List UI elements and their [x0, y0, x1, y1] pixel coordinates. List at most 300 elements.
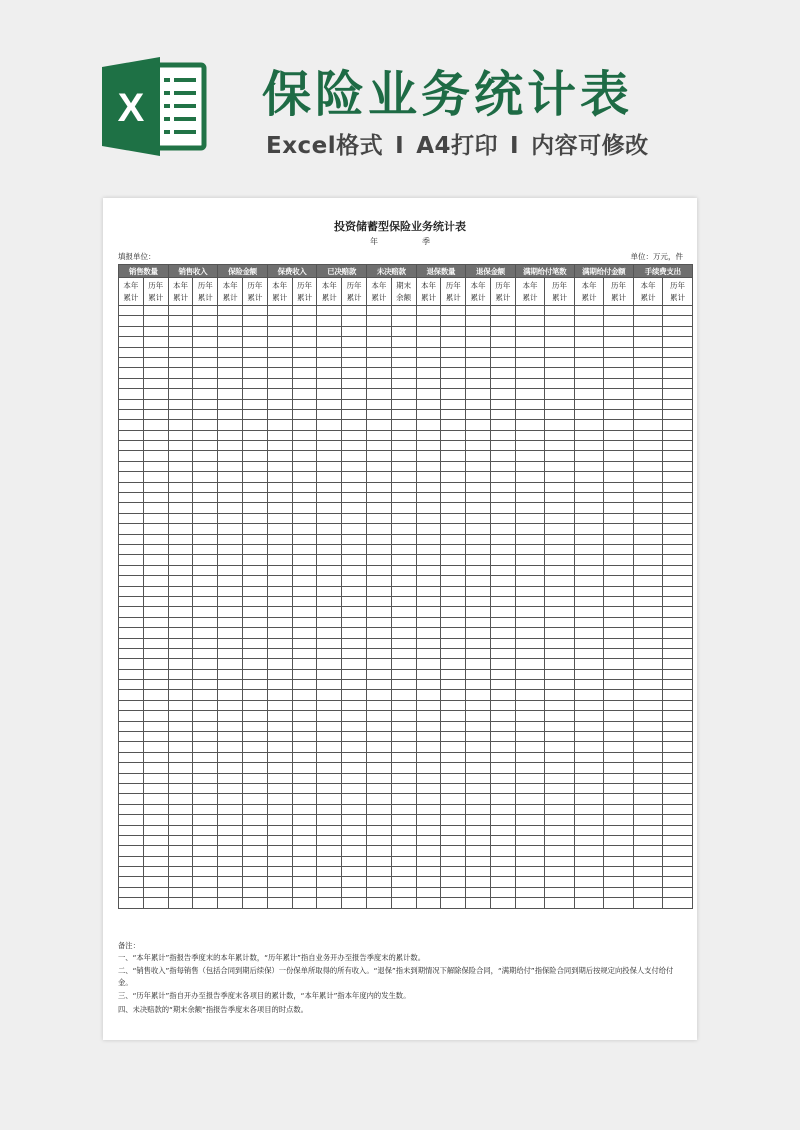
table-cell[interactable] — [604, 680, 634, 690]
table-cell[interactable] — [604, 565, 634, 575]
table-cell[interactable] — [168, 835, 193, 845]
table-cell[interactable] — [574, 804, 604, 814]
table-cell[interactable] — [168, 430, 193, 440]
table-cell[interactable] — [441, 877, 466, 887]
table-cell[interactable] — [193, 835, 218, 845]
table-cell[interactable] — [663, 472, 693, 482]
table-cell[interactable] — [515, 680, 545, 690]
table-cell[interactable] — [391, 513, 416, 523]
table-cell[interactable] — [490, 867, 515, 877]
table-cell[interactable] — [168, 534, 193, 544]
table-cell[interactable] — [633, 534, 663, 544]
table-cell[interactable] — [193, 306, 218, 316]
table-cell[interactable] — [663, 700, 693, 710]
table-cell[interactable] — [168, 846, 193, 856]
table-cell[interactable] — [193, 326, 218, 336]
table-cell[interactable] — [143, 783, 168, 793]
table-cell[interactable] — [317, 524, 342, 534]
table-cell[interactable] — [242, 887, 267, 897]
table-cell[interactable] — [193, 409, 218, 419]
table-cell[interactable] — [441, 815, 466, 825]
table-cell[interactable] — [218, 409, 243, 419]
table-cell[interactable] — [574, 461, 604, 471]
table-cell[interactable] — [391, 690, 416, 700]
table-cell[interactable] — [490, 493, 515, 503]
table-cell[interactable] — [218, 461, 243, 471]
table-cell[interactable] — [242, 732, 267, 742]
table-cell[interactable] — [366, 513, 391, 523]
table-cell[interactable] — [466, 576, 491, 586]
table-cell[interactable] — [168, 732, 193, 742]
table-cell[interactable] — [663, 628, 693, 638]
table-cell[interactable] — [292, 732, 317, 742]
table-cell[interactable] — [633, 493, 663, 503]
table-cell[interactable] — [342, 783, 367, 793]
table-cell[interactable] — [292, 628, 317, 638]
table-cell[interactable] — [604, 420, 634, 430]
table-cell[interactable] — [168, 378, 193, 388]
table-cell[interactable] — [317, 357, 342, 367]
table-cell[interactable] — [168, 482, 193, 492]
table-cell[interactable] — [366, 659, 391, 669]
table-cell[interactable] — [604, 669, 634, 679]
table-cell[interactable] — [267, 306, 292, 316]
table-cell[interactable] — [391, 732, 416, 742]
table-cell[interactable] — [545, 409, 575, 419]
table-cell[interactable] — [466, 524, 491, 534]
table-cell[interactable] — [416, 596, 441, 606]
table-cell[interactable] — [466, 617, 491, 627]
table-cell[interactable] — [663, 493, 693, 503]
table-cell[interactable] — [119, 389, 144, 399]
table-cell[interactable] — [441, 659, 466, 669]
table-cell[interactable] — [267, 711, 292, 721]
table-cell[interactable] — [366, 409, 391, 419]
table-cell[interactable] — [168, 752, 193, 762]
table-cell[interactable] — [218, 846, 243, 856]
table-cell[interactable] — [604, 347, 634, 357]
table-cell[interactable] — [604, 472, 634, 482]
table-cell[interactable] — [663, 420, 693, 430]
table-cell[interactable] — [342, 680, 367, 690]
table-cell[interactable] — [545, 555, 575, 565]
table-cell[interactable] — [391, 794, 416, 804]
table-cell[interactable] — [633, 316, 663, 326]
table-cell[interactable] — [441, 763, 466, 773]
table-cell[interactable] — [416, 867, 441, 877]
table-cell[interactable] — [317, 306, 342, 316]
table-cell[interactable] — [391, 596, 416, 606]
table-cell[interactable] — [342, 430, 367, 440]
table-cell[interactable] — [574, 742, 604, 752]
table-cell[interactable] — [466, 638, 491, 648]
table-cell[interactable] — [267, 867, 292, 877]
table-cell[interactable] — [193, 783, 218, 793]
table-cell[interactable] — [366, 783, 391, 793]
table-cell[interactable] — [168, 898, 193, 908]
table-cell[interactable] — [416, 513, 441, 523]
table-cell[interactable] — [633, 763, 663, 773]
table-cell[interactable] — [366, 887, 391, 897]
table-cell[interactable] — [441, 441, 466, 451]
table-cell[interactable] — [545, 534, 575, 544]
table-cell[interactable] — [267, 648, 292, 658]
table-cell[interactable] — [574, 763, 604, 773]
table-cell[interactable] — [441, 711, 466, 721]
table-cell[interactable] — [242, 856, 267, 866]
table-cell[interactable] — [292, 794, 317, 804]
table-cell[interactable] — [143, 867, 168, 877]
table-cell[interactable] — [193, 482, 218, 492]
table-cell[interactable] — [119, 430, 144, 440]
table-cell[interactable] — [317, 461, 342, 471]
table-cell[interactable] — [545, 451, 575, 461]
table-cell[interactable] — [366, 794, 391, 804]
table-cell[interactable] — [545, 503, 575, 513]
table-cell[interactable] — [633, 503, 663, 513]
table-cell[interactable] — [416, 815, 441, 825]
table-cell[interactable] — [317, 887, 342, 897]
table-cell[interactable] — [143, 316, 168, 326]
table-cell[interactable] — [604, 399, 634, 409]
table-cell[interactable] — [391, 316, 416, 326]
table-cell[interactable] — [604, 659, 634, 669]
table-cell[interactable] — [604, 389, 634, 399]
table-cell[interactable] — [143, 773, 168, 783]
table-cell[interactable] — [633, 794, 663, 804]
table-cell[interactable] — [119, 451, 144, 461]
table-cell[interactable] — [242, 607, 267, 617]
table-cell[interactable] — [292, 306, 317, 316]
table-cell[interactable] — [441, 846, 466, 856]
table-cell[interactable] — [515, 409, 545, 419]
table-cell[interactable] — [218, 825, 243, 835]
table-cell[interactable] — [663, 794, 693, 804]
table-cell[interactable] — [317, 607, 342, 617]
table-cell[interactable] — [342, 399, 367, 409]
table-cell[interactable] — [633, 544, 663, 554]
table-cell[interactable] — [466, 700, 491, 710]
table-cell[interactable] — [663, 337, 693, 347]
table-cell[interactable] — [143, 898, 168, 908]
table-cell[interactable] — [441, 732, 466, 742]
table-cell[interactable] — [663, 669, 693, 679]
table-cell[interactable] — [490, 898, 515, 908]
table-cell[interactable] — [317, 815, 342, 825]
table-cell[interactable] — [633, 368, 663, 378]
table-cell[interactable] — [466, 607, 491, 617]
table-cell[interactable] — [633, 877, 663, 887]
table-cell[interactable] — [604, 378, 634, 388]
table-cell[interactable] — [633, 420, 663, 430]
table-cell[interactable] — [218, 544, 243, 554]
table-cell[interactable] — [292, 773, 317, 783]
table-cell[interactable] — [574, 596, 604, 606]
table-cell[interactable] — [633, 742, 663, 752]
table-cell[interactable] — [391, 368, 416, 378]
table-cell[interactable] — [633, 669, 663, 679]
table-cell[interactable] — [515, 721, 545, 731]
table-cell[interactable] — [490, 887, 515, 897]
table-cell[interactable] — [168, 555, 193, 565]
table-cell[interactable] — [168, 794, 193, 804]
table-cell[interactable] — [143, 513, 168, 523]
table-cell[interactable] — [515, 472, 545, 482]
table-cell[interactable] — [416, 835, 441, 845]
table-cell[interactable] — [663, 399, 693, 409]
table-cell[interactable] — [119, 732, 144, 742]
table-cell[interactable] — [119, 399, 144, 409]
table-cell[interactable] — [119, 409, 144, 419]
table-cell[interactable] — [490, 368, 515, 378]
table-cell[interactable] — [663, 503, 693, 513]
table-cell[interactable] — [342, 306, 367, 316]
table-cell[interactable] — [119, 378, 144, 388]
table-cell[interactable] — [466, 513, 491, 523]
table-cell[interactable] — [663, 898, 693, 908]
table-cell[interactable] — [391, 742, 416, 752]
table-cell[interactable] — [267, 399, 292, 409]
table-cell[interactable] — [193, 877, 218, 887]
table-cell[interactable] — [342, 565, 367, 575]
table-cell[interactable] — [143, 472, 168, 482]
table-cell[interactable] — [168, 544, 193, 554]
table-cell[interactable] — [193, 700, 218, 710]
table-cell[interactable] — [441, 835, 466, 845]
table-cell[interactable] — [218, 898, 243, 908]
table-cell[interactable] — [292, 867, 317, 877]
table-cell[interactable] — [490, 638, 515, 648]
table-cell[interactable] — [545, 316, 575, 326]
table-cell[interactable] — [515, 617, 545, 627]
table-cell[interactable] — [193, 804, 218, 814]
table-cell[interactable] — [416, 534, 441, 544]
table-cell[interactable] — [633, 326, 663, 336]
table-cell[interactable] — [545, 711, 575, 721]
table-cell[interactable] — [193, 732, 218, 742]
table-cell[interactable] — [168, 763, 193, 773]
table-cell[interactable] — [545, 326, 575, 336]
table-cell[interactable] — [193, 659, 218, 669]
table-cell[interactable] — [242, 576, 267, 586]
table-cell[interactable] — [342, 804, 367, 814]
table-cell[interactable] — [416, 690, 441, 700]
table-cell[interactable] — [490, 357, 515, 367]
table-cell[interactable] — [119, 752, 144, 762]
table-cell[interactable] — [366, 680, 391, 690]
table-cell[interactable] — [545, 461, 575, 471]
table-cell[interactable] — [545, 648, 575, 658]
table-cell[interactable] — [515, 815, 545, 825]
table-cell[interactable] — [267, 877, 292, 887]
table-cell[interactable] — [391, 524, 416, 534]
table-cell[interactable] — [574, 825, 604, 835]
table-cell[interactable] — [292, 565, 317, 575]
table-cell[interactable] — [416, 451, 441, 461]
table-cell[interactable] — [545, 700, 575, 710]
table-cell[interactable] — [574, 815, 604, 825]
table-cell[interactable] — [218, 804, 243, 814]
table-cell[interactable] — [317, 420, 342, 430]
table-cell[interactable] — [574, 628, 604, 638]
table-cell[interactable] — [441, 420, 466, 430]
table-cell[interactable] — [143, 732, 168, 742]
table-cell[interactable] — [267, 804, 292, 814]
table-cell[interactable] — [119, 867, 144, 877]
table-cell[interactable] — [267, 326, 292, 336]
table-cell[interactable] — [663, 804, 693, 814]
table-cell[interactable] — [604, 513, 634, 523]
table-cell[interactable] — [441, 378, 466, 388]
table-cell[interactable] — [267, 763, 292, 773]
table-cell[interactable] — [366, 389, 391, 399]
table-cell[interactable] — [391, 607, 416, 617]
table-cell[interactable] — [168, 337, 193, 347]
table-cell[interactable] — [119, 617, 144, 627]
table-cell[interactable] — [515, 461, 545, 471]
table-cell[interactable] — [604, 461, 634, 471]
table-cell[interactable] — [168, 711, 193, 721]
table-cell[interactable] — [317, 835, 342, 845]
table-cell[interactable] — [193, 867, 218, 877]
table-cell[interactable] — [267, 856, 292, 866]
table-cell[interactable] — [119, 461, 144, 471]
table-cell[interactable] — [515, 752, 545, 762]
table-cell[interactable] — [168, 596, 193, 606]
table-cell[interactable] — [416, 461, 441, 471]
table-cell[interactable] — [416, 617, 441, 627]
table-cell[interactable] — [574, 493, 604, 503]
table-cell[interactable] — [574, 846, 604, 856]
table-cell[interactable] — [490, 503, 515, 513]
table-cell[interactable] — [292, 534, 317, 544]
table-cell[interactable] — [292, 409, 317, 419]
table-cell[interactable] — [193, 503, 218, 513]
table-cell[interactable] — [193, 420, 218, 430]
table-cell[interactable] — [292, 669, 317, 679]
table-cell[interactable] — [168, 513, 193, 523]
table-cell[interactable] — [143, 524, 168, 534]
table-cell[interactable] — [119, 565, 144, 575]
table-cell[interactable] — [466, 752, 491, 762]
table-cell[interactable] — [391, 399, 416, 409]
table-cell[interactable] — [490, 628, 515, 638]
table-cell[interactable] — [143, 555, 168, 565]
table-cell[interactable] — [490, 461, 515, 471]
table-cell[interactable] — [168, 648, 193, 658]
table-cell[interactable] — [193, 534, 218, 544]
table-cell[interactable] — [391, 752, 416, 762]
table-cell[interactable] — [574, 898, 604, 908]
table-cell[interactable] — [490, 700, 515, 710]
table-cell[interactable] — [391, 503, 416, 513]
table-cell[interactable] — [119, 441, 144, 451]
table-cell[interactable] — [441, 586, 466, 596]
table-cell[interactable] — [193, 898, 218, 908]
table-cell[interactable] — [342, 576, 367, 586]
table-cell[interactable] — [317, 690, 342, 700]
table-cell[interactable] — [143, 368, 168, 378]
table-cell[interactable] — [267, 898, 292, 908]
table-cell[interactable] — [317, 846, 342, 856]
table-cell[interactable] — [292, 700, 317, 710]
table-cell[interactable] — [193, 524, 218, 534]
table-cell[interactable] — [267, 544, 292, 554]
table-cell[interactable] — [604, 441, 634, 451]
table-cell[interactable] — [168, 524, 193, 534]
table-cell[interactable] — [366, 503, 391, 513]
table-cell[interactable] — [342, 461, 367, 471]
table-cell[interactable] — [633, 887, 663, 897]
table-cell[interactable] — [604, 493, 634, 503]
table-cell[interactable] — [663, 368, 693, 378]
table-cell[interactable] — [317, 534, 342, 544]
table-cell[interactable] — [267, 337, 292, 347]
table-cell[interactable] — [317, 316, 342, 326]
table-cell[interactable] — [633, 576, 663, 586]
table-cell[interactable] — [242, 399, 267, 409]
table-cell[interactable] — [663, 316, 693, 326]
table-cell[interactable] — [490, 534, 515, 544]
table-cell[interactable] — [342, 648, 367, 658]
table-cell[interactable] — [242, 659, 267, 669]
table-cell[interactable] — [416, 316, 441, 326]
table-cell[interactable] — [515, 846, 545, 856]
table-cell[interactable] — [317, 732, 342, 742]
table-cell[interactable] — [391, 773, 416, 783]
table-cell[interactable] — [317, 368, 342, 378]
table-cell[interactable] — [143, 846, 168, 856]
table-cell[interactable] — [119, 337, 144, 347]
table-cell[interactable] — [466, 389, 491, 399]
table-cell[interactable] — [366, 846, 391, 856]
table-cell[interactable] — [168, 877, 193, 887]
table-cell[interactable] — [242, 669, 267, 679]
table-cell[interactable] — [168, 420, 193, 430]
table-cell[interactable] — [441, 389, 466, 399]
table-cell[interactable] — [663, 596, 693, 606]
table-cell[interactable] — [490, 326, 515, 336]
table-cell[interactable] — [119, 524, 144, 534]
table-cell[interactable] — [604, 721, 634, 731]
table-cell[interactable] — [604, 628, 634, 638]
table-cell[interactable] — [242, 700, 267, 710]
table-cell[interactable] — [441, 576, 466, 586]
table-cell[interactable] — [466, 503, 491, 513]
table-cell[interactable] — [242, 877, 267, 887]
table-cell[interactable] — [466, 846, 491, 856]
table-cell[interactable] — [218, 399, 243, 409]
table-cell[interactable] — [143, 544, 168, 554]
table-cell[interactable] — [604, 763, 634, 773]
table-cell[interactable] — [143, 763, 168, 773]
table-cell[interactable] — [633, 409, 663, 419]
table-cell[interactable] — [242, 835, 267, 845]
table-cell[interactable] — [574, 420, 604, 430]
table-cell[interactable] — [416, 742, 441, 752]
table-cell[interactable] — [574, 316, 604, 326]
table-cell[interactable] — [168, 461, 193, 471]
table-cell[interactable] — [143, 596, 168, 606]
table-cell[interactable] — [441, 544, 466, 554]
table-cell[interactable] — [317, 669, 342, 679]
table-cell[interactable] — [574, 586, 604, 596]
table-cell[interactable] — [292, 430, 317, 440]
table-cell[interactable] — [574, 378, 604, 388]
table-cell[interactable] — [633, 441, 663, 451]
table-cell[interactable] — [466, 680, 491, 690]
table-cell[interactable] — [342, 347, 367, 357]
